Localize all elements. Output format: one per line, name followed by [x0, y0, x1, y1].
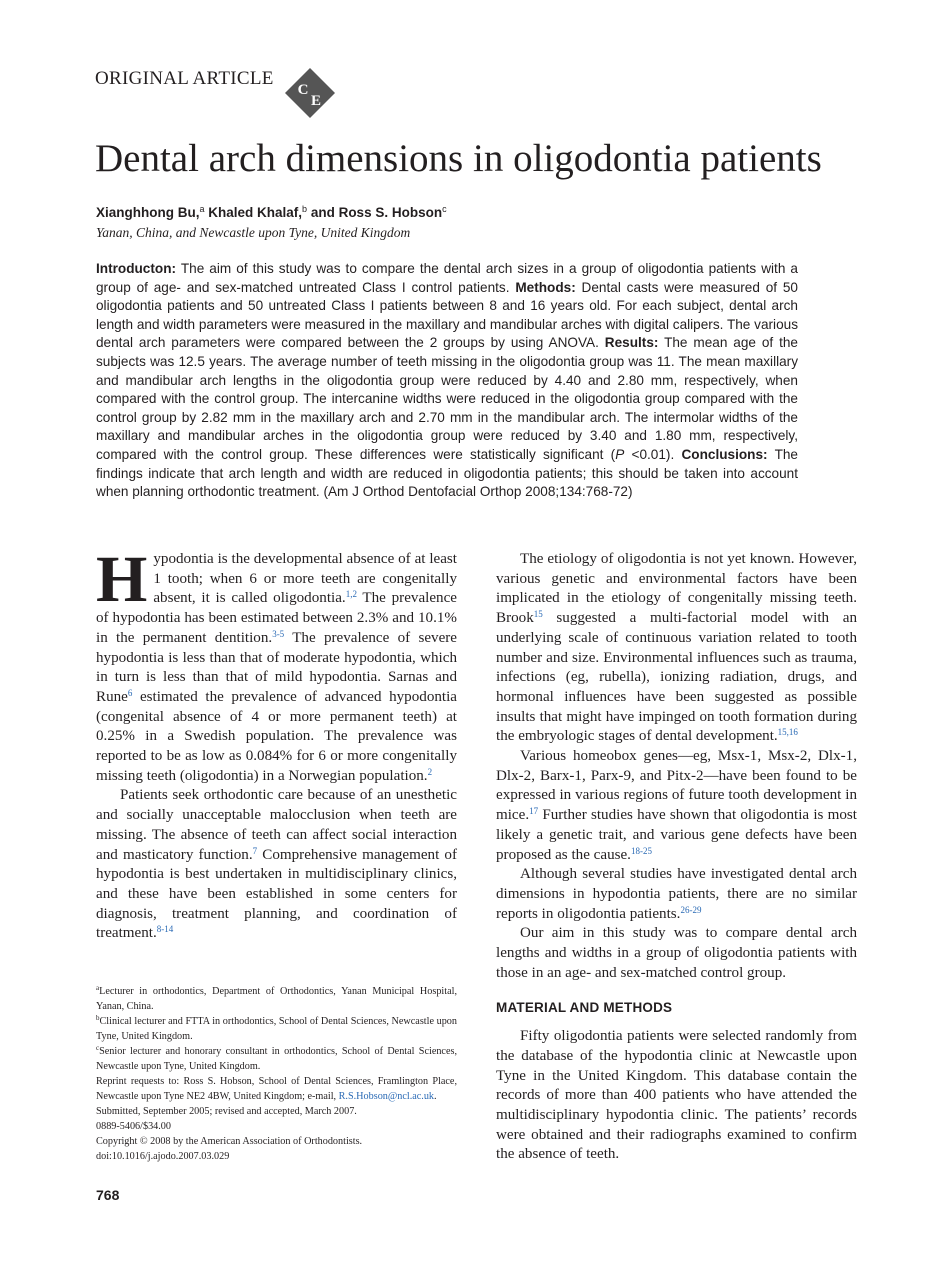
- author-name: Xianghhong Bu,: [96, 205, 200, 220]
- body-paragraph: [96, 786, 457, 944]
- reference-link[interactable]: 1,2: [345, 589, 357, 600]
- footnote-text: .: [434, 1091, 437, 1102]
- paragraph-text: Various homeobox genes—eg, Msx-1, Msx-2, Dlx-1, Dlx-2, Barx-1, Parx-9, and Pitx-2—have been found to be expressed in various regions of future tooth development in mice.: [496, 748, 857, 824]
- author-affiliation: Yanan, China, and Newcastle upon Tyne, United Kingdom: [96, 225, 411, 240]
- abstract-intro-label: Introducton:: [96, 261, 177, 276]
- body-paragraph: [496, 865, 857, 924]
- body-paragraph: [496, 747, 857, 865]
- abstract-conclusions-label: Conclusions:: [681, 446, 768, 462]
- reference-link[interactable]: 6: [127, 687, 133, 698]
- email-link[interactable]: R.S.Hobson@ncl.ac.uk: [338, 1091, 435, 1102]
- body-paragraph: Fifty oligodontia patients were selected randomly from the database of the hypodontia clinic at Newcastle upon Tyne in the United Kingdom. This database contain the records of more than 400 patients who have attended the multidisciplinary hypodontia clinic. The patients’ records were obtained and their radiographs examined to confirm the absence of teeth.: [496, 1028, 857, 1163]
- footnote-reprint: [96, 1074, 457, 1104]
- abstract-intro-text: The aim of this study was to compare the dental arch sizes in a group of oligodontia patients with a group of age- and sex-matched untreated Class I control patients.: [96, 261, 798, 295]
- abstract-conclusions-text: The findings indicate that arch length and width are reduced in oligodontia patients; this should be taken into account when planning orthodontic treatment. (Am J Orthod Dentofacial Orthop 2008;134:768-72): [96, 446, 798, 500]
- author-affiliation-mark: a: [199, 204, 205, 214]
- body-column-left: [96, 543, 458, 944]
- author-name: and Ross S. Hobson: [307, 205, 443, 220]
- footnote-mark: b: [96, 1014, 100, 1022]
- paragraph-text: Further studies have shown that oligodontia is most likely a genetic trait, and various gene defects have been proposed as the cause.: [496, 807, 857, 863]
- footnote-text: Senior lecturer and honorary consultant in orthodontics, School of Dental Sciences, Newcastle upon Tyne, United Kingdom.: [96, 1046, 457, 1072]
- reference-link[interactable]: 8-14: [156, 924, 174, 935]
- reference-link[interactable]: 3-5: [272, 628, 285, 639]
- footnote-submitted: Submitted, September 2005; revised and accepted, March 2007.: [96, 1106, 357, 1117]
- paragraph-text: The etiology of oligodontia is not yet known. However, various genetic and environmental factors have been implicated in the etiology of congenitally missing teeth. Brook: [496, 551, 857, 627]
- paragraph-text: Although several studies have investigated dental arch dimensions in hypodontia patients, there are no similar reports in oligodontia patients.: [496, 866, 857, 922]
- ce-logo: [284, 67, 336, 119]
- body-paragraph: Our aim in this study was to compare dental arch lengths and widths in a group of oligodontia patients with those in an age- and sex-matched control group.: [496, 925, 857, 981]
- author-list: [96, 205, 447, 220]
- body-column-right: [496, 550, 857, 1165]
- reference-link[interactable]: 2: [427, 766, 433, 777]
- author-affiliation-mark: c: [442, 204, 447, 214]
- footnote-text: Reprint requests to: Ross S. Hobson, School of Dental Sciences, Framlington Place, Newcastle upon Tyne NE2 4BW, United Kingdom; e-mail,: [96, 1076, 457, 1102]
- section-label: ORIGINAL ARTICLE: [95, 68, 274, 89]
- reference-link[interactable]: 15,16: [777, 727, 798, 738]
- footnote-issn: 0889-5406/$34.00: [96, 1121, 171, 1132]
- drop-cap: H: [96, 543, 148, 616]
- paragraph-text: The prevalence of severe hypodontia is less than that of moderate hypodontia, which in turn is less than that of mild hypodontia. Sarnas and Rune: [96, 629, 458, 705]
- reference-link[interactable]: 26-29: [680, 904, 702, 915]
- ce-logo-letter-e: E: [310, 93, 322, 109]
- footnote-text: Lecturer in orthodontics, Department of Orthodontics, Yanan Municipal Hospital, Yanan, China.: [96, 986, 457, 1012]
- body-paragraph: [496, 550, 857, 747]
- page-number: 768: [96, 1187, 120, 1203]
- footnote-mark: a: [96, 984, 100, 992]
- abstract-methods-text: Dental casts were measured of 50 oligodontia patients and 50 untreated Class I patients between 8 and 16 years old. For each subject, dental arch length and width parameters were measured in the maxillary and mandibular arches with digital calipers. The various dental arch parameters were compared between the 2 groups by using ANOVA.: [96, 279, 798, 351]
- section-heading: MATERIAL AND METHODS: [496, 1000, 673, 1016]
- paragraph-text: ypodontia is the developmental absence of at least 1 tooth; when 6 or more teeth are congenitally absent, it is called oligodontia.: [153, 551, 457, 607]
- abstract-p-value: <0.01).: [624, 446, 682, 462]
- footnote-copyright: Copyright © 2008 by the American Association of Orthodontists.: [96, 1136, 363, 1147]
- body-paragraph: [96, 543, 458, 786]
- footnote-affiliation-a: [96, 984, 457, 1014]
- abstract-results-label: Results:: [604, 335, 659, 351]
- reference-link[interactable]: 7: [252, 845, 258, 856]
- paragraph-text: Comprehensive management of hypodontia is best undertaken in multidisciplinary clinics, and these have been established in some centers for diagnosis, treatment planning, and coordination of treatment.: [96, 846, 458, 942]
- paragraph-text: suggested a multi-factorial model with an underlying scale of continuous variation related to tooth number and size. Environmental influences such as trauma, infections (eg, rubella), ionizing radiation, drugs, and hormonal influences have been suggested as possible insults that might have impinged on tooth formation during the embryologic stages of dental development.: [496, 610, 857, 745]
- ce-logo-letter-c: C: [297, 82, 309, 98]
- footnote-text: Clinical lecturer and FTTA in orthodontics, School of Dental Sciences, Newcastle upon Tyne, United Kingdom.: [96, 1016, 457, 1042]
- abstract-results-text: The mean age of the subjects was 12.5 years. The average number of teeth missing in the oligodontia group was 11. The mean maxillary and mandibular arch lengths in the oligodontia group were reduced by 4.40 and 2.80 mm, respectively, when compared with the control group. The intercanine widths were reduced in the oligodontia group compared with the control group by 2.82 mm in the maxillary arch and 2.70 mm in the mandibular arch. The intermolar widths of the maxillary and mandibular arches in the oligodontia group were reduced by 3.40 and 1.80 mm, respectively, compared with the control group. These differences were statistically significant (: [96, 335, 798, 462]
- footnotes: [96, 984, 457, 1164]
- author-name: Khaled Khalaf,: [204, 205, 303, 220]
- article-title: Dental arch dimensions in oligodontia patients: [95, 137, 822, 180]
- paragraph-text: Patients seek orthodontic care because of an unesthetic and socially unacceptable malocclusion when teeth are missing. The absence of teeth can affect social interaction and masticatory function.: [96, 787, 457, 863]
- footnote-mark: c: [96, 1044, 100, 1052]
- abstract-methods-label: Methods:: [515, 279, 576, 295]
- footnote-affiliation-b: [96, 1014, 457, 1044]
- abstract-p-symbol: P: [615, 446, 625, 462]
- reference-link[interactable]: 15: [533, 609, 543, 620]
- author-affiliation-mark: b: [302, 204, 308, 214]
- paragraph-text: estimated the prevalence of advanced hypodontia (congenital absence of 4 or more permanent teeth) at 0.25% in a Swedish population. The prevalence was reported to be as low as 0.084% for 6 or more congenitally missing teeth (oligodontia) in a Norwegian population.: [96, 688, 457, 784]
- footnote-doi: doi:10.1016/j.ajodo.2007.03.029: [96, 1151, 230, 1162]
- footnote-affiliation-c: [96, 1044, 457, 1074]
- abstract: [96, 260, 798, 502]
- paragraph-text: The prevalence of hypodontia has been estimated between 2.3% and 10.1% in the permanent dentition.: [96, 590, 457, 646]
- reference-link[interactable]: 17: [529, 806, 539, 817]
- reference-link[interactable]: 18-25: [630, 845, 652, 856]
